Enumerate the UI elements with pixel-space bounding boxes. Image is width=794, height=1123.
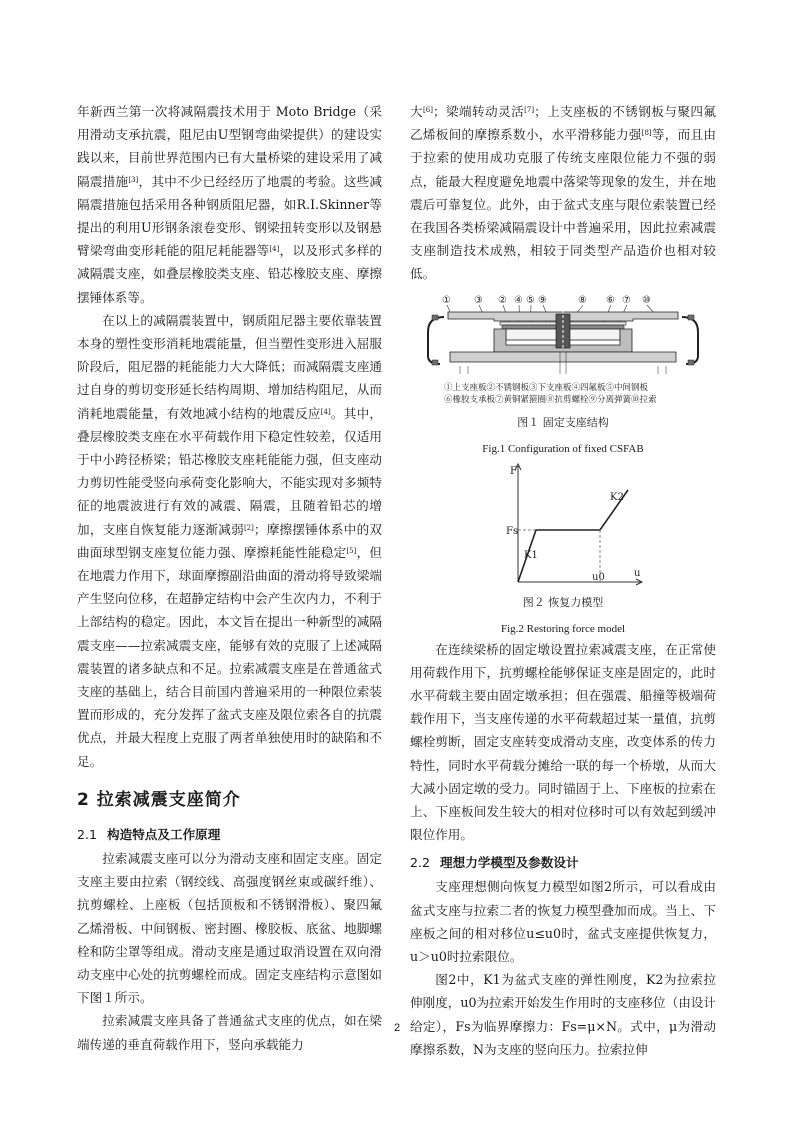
callout-10: ⑩: [642, 294, 651, 306]
callout-5: ⑤: [526, 294, 535, 306]
callout-2: ②: [498, 294, 507, 306]
axis-label-u: u: [634, 567, 641, 579]
figure-2-caption-cn: 图２ 恢复力模型: [522, 595, 604, 609]
left-paragraph-4: 拉索减震支座具备了普通盆式支座的优点，如在梁端传递的垂直荷载作用下，竖向承载能力: [77, 1013, 382, 1052]
bearing-structure-diagram: [410, 292, 716, 376]
tick-label-fs: Fs: [506, 525, 519, 537]
left-paragraph-2: 在以上的减隔震装置中，钢质阻尼器主要依靠装置本身的塑性变形消耗地震能量，但当塑性变形进入屈服阶段后，阻尼器的耗能能力大大降低；而减隔震支座通过自身的剪切变形延长结构周期、增加结构阻尼，从而消耗地震能量，有效地减小结构的地震反应[4]。其中，叠层橡胶类支座在水平荷载作用下稳定性较差，仅适用于中小跨径桥梁；铅芯橡胶支座耗能能力强，但支座动力剪切性能受竖向承荷变化影响大，不能实现对多频特征的地震波进行有效的减震、隔震，且随着铅芯的增加，支座自恢复能力逐渐减弱[2]；摩擦摆锤体系中的双曲面球型钢支座复位能力强、摩擦耗能性能稳定[5]，但在地震力作用下，球面摩擦副沿曲面的滑动将导致梁端产生竖向位移，在超静定结构中会产生次内力，不利于上部结构的稳定。因此，本文旨在提出一种新型的减隔震支座——拉索减震支座，能够有效的克服了上述减隔震装置的诸多缺点和不足。拉索减震支座是在普通盆式支座的基础上，结合目前国内普遍采用的一种限位索装置而形成的，充分发挥了盆式支座及限位索各自的抗震优点，并最大程度上克服了两者单独使用时的缺陷和不足。: [77, 312, 383, 769]
callout-3: ③: [474, 294, 483, 306]
figure-1: [410, 292, 716, 458]
left-paragraph-1: 年新西兰第一次将减隔震技术用于 Moto Bridge（采用滑动支承抗震，阻尼由U型钢弯曲梁提供）的建设实践以来，目前世界范围内已有大量桥梁的建设采用了减隔震措施[3]，其中不少已经经历了地震的考验。这些减隔震措施包括采用各种钢质阻尼器，如R.I.Skinner等提出的利用U形钢条滚卷变形、钢梁扭转变形以及钢悬臂梁弯曲变形耗能的阻尼耗能器等[4]，以及形式多样的减隔震支座，如叠层橡胶类支座、铅芯橡胶支座、摩擦摆锤体系等。: [77, 104, 383, 305]
restoring-force-chart: [410, 460, 716, 590]
stiffness-label-k2: K2: [610, 491, 624, 503]
left-paragraph-3: 拉索减震支座可以分为滑动支座和固定支座。固定支座主要由拉索（钢绞线、高强度钢丝束或碳纤维）、抗剪螺栓、上座板（包括顶板和不锈钢滑板）、聚四氟乙烯滑板、中间钢板、密封圈、橡胶板、底盆、地脚螺栓和防尘罩等组成。滑动支座是通过取消设置在双向滑动支座中心处的抗剪螺栓而成。固定支座结构示意图如下图１所示。: [77, 850, 382, 1006]
callout-9: ⑨: [538, 294, 547, 306]
page-number: 2: [393, 1022, 401, 1034]
figure-1-legend: ①上支座板②不锈钢板③下支座板④四氟板⑤中间钢板 ⑥橡胶支承板⑦黄铜紧箍圈⑧抗剪螺栓⑨分离弹簧⑩拉索: [444, 382, 657, 405]
callout-7: ⑦: [622, 294, 631, 306]
tick-label-u0: u0: [592, 571, 605, 583]
restoring-force-curve: [518, 490, 628, 582]
right-column: [410, 100, 716, 1061]
right-paragraph-3: 支座理想侧向恢复力模型如图2所示，可以看成由盆式支座与拉索二者的恢复力模型叠加而成。当上、下座板之间的相对移位u≤u0时，盆式支座提供恢复力，u＞u0时拉索限位。: [410, 879, 716, 965]
section-heading-2: 2 拉索减震支座简介: [77, 789, 241, 810]
callout-1: ①: [442, 294, 451, 306]
stiffness-label-k1: K1: [524, 549, 538, 561]
figure-1-caption-cn: 图１ 固定支座结构: [517, 415, 609, 429]
figure-2: [410, 460, 716, 638]
right-paragraph-4: 图2中，K1为盆式支座的弹性刚度，K2为拉索拉伸刚度，u0为拉索开始发生作用时的支座移位（由设计给定），Fs为临界摩擦力：Fs=μ×N。式中，μ为滑动摩擦系数，N为支座的竖向压力。拉索拉伸: [410, 972, 716, 1057]
callout-4: ④: [514, 294, 523, 306]
subsection-heading-2-1: 2.1 构造特点及工作原理: [77, 826, 221, 842]
callout-6: ⑥: [606, 294, 615, 306]
right-paragraph-2: 在连续梁桥的固定墩设置拉索减震支座，在正常使用荷载作用下，抗剪螺栓能够保证支座是固定的，此时水平荷载主要由固定墩承担；但在强震、船撞等极端荷载作用下，当支座传递的水平荷载超过某一量值，抗剪螺栓剪断，固定支座转变成滑动支座，改变体系的传力特性，同时水平荷载分摊给一联的每一个桥墩，从而大大减小固定墩的受力。同时锚固于上、下座板的拉索在上、下座板间发生较大的相对位移时可以有效起到缓冲限位作用。: [410, 641, 716, 843]
axis-label-f: F: [510, 465, 517, 477]
callout-8: ⑧: [578, 294, 587, 306]
figure-1-caption-en: Fig.1 Configuration of fixed CSFAB: [482, 442, 644, 455]
subsection-heading-2-2: 2.2 理想力学模型及参数设计: [410, 855, 579, 871]
right-paragraph-1: 大[6]；梁端转动灵活[7]；上支座板的不锈钢板与聚四氟乙烯板间的摩擦系数小，水平滑移能力强[8]等，而且由于拉索的使用成功克服了传统支座限位能力不强的弱点，能最大程度避免地震中落梁等现象的发生，并在地震后可靠复位。此外，由于盆式支座与限位索装置已经在我国各类桥梁减隔震设计中普遍采用，因此拉索减震支座制造技术成熟，相较于同类型产品造价也相对较低。: [410, 104, 717, 282]
figure-2-caption-en: Fig.2 Restoring force model: [500, 622, 626, 635]
left-column: [77, 100, 382, 1056]
